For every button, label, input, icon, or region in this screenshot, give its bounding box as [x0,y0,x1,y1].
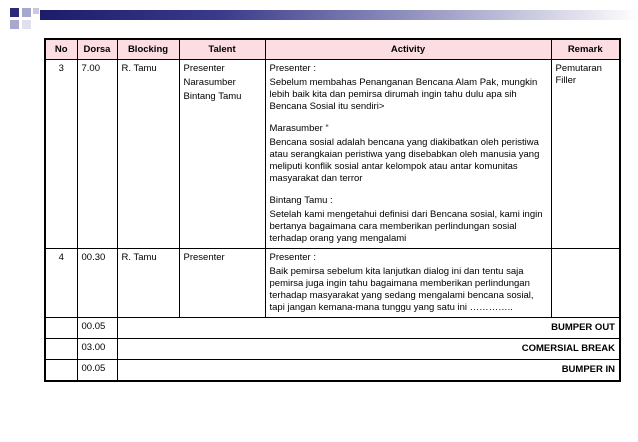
cell-talent [179,60,265,249]
cell-dorsa: 00.30 [77,249,117,318]
activity-text: Bencana sosial adalah bencana yang diakibatkan oleh peristiwa atau serangkaian peristiwa yang disebabkan oleh manusia yang meliputi konflik sosial antar kelompok atau antar komunitas masyarakat dan terror [269,137,540,184]
cell-dorsa: 00.05 [77,318,117,339]
cell-dorsa: 00.05 [77,360,117,382]
talent-item: Presenter [183,63,225,74]
activity-text: Sebelum membahas Penanganan Bencana Alam Pak, mungkin lebih baik kita dan pemirsa dirumah ingin tahu dulu apa sih Bencana Sosial itu sendiri> [269,77,538,112]
break-label: BUMPER IN [117,360,620,382]
activity-speaker: Presenter : [269,63,316,74]
activity-speaker: Marasumber “ [269,123,329,134]
activity-speaker: Bintang Tamu : [269,195,333,206]
header-dorsa: Dorsa [77,39,117,60]
cell-no: 3 [45,60,77,249]
table-row [45,249,620,318]
table-header-row [45,39,620,60]
cell-remark: Pemutaran Filler [551,60,620,249]
cell-dorsa: 7.00 [77,60,117,249]
header-remark: Remark [551,39,620,60]
talent-item: Presenter [183,252,225,263]
table-row [45,60,620,249]
break-row [45,339,620,360]
cell-no [45,318,77,339]
talent-item: Bintang Tamu [183,91,242,102]
break-label: BUMPER OUT [117,318,620,339]
cell-no [45,339,77,360]
header-activity: Activity [265,39,551,60]
break-row [45,318,620,339]
deco-square [33,8,39,14]
deco-square [22,20,31,29]
talent-item: Narasumber [183,77,236,88]
cell-dorsa: 03.00 [77,339,117,360]
cell-activity [265,249,551,318]
break-label: COMERSIAL BREAK [117,339,620,360]
deco-square [10,8,19,17]
activity-speaker: Presenter : [269,252,316,263]
cell-no: 4 [45,249,77,318]
cell-blocking: R. Tamu [117,60,179,249]
script-table [44,38,621,382]
cell-talent [179,249,265,318]
cell-blocking: R. Tamu [117,249,179,318]
break-row [45,360,620,382]
header-blocking: Blocking [117,39,179,60]
cell-no [45,360,77,382]
activity-text: Baik pemirsa sebelum kita lanjutkan dialog ini dan tentu saja pemirsa juga ingin tahu bagaimana memberikan perlindungan terhadap masyarakat yang sedang mengalami bencana sosial, tapi jangan kemana-mana tunggu yang satu ini ………….. [269,266,534,313]
deco-square [10,20,19,29]
activity-text: Setelah kami mengetahui definisi dari Bencana sosial, kami ingin bertanya bagaimana cara memberikan perlindungan sosial terhadap orang yang mengalami [269,209,543,244]
header-no: No [45,39,77,60]
cell-remark [551,249,620,318]
cell-activity [265,60,551,249]
deco-square [22,8,31,17]
header-talent: Talent [179,39,265,60]
header-banner [40,10,638,20]
